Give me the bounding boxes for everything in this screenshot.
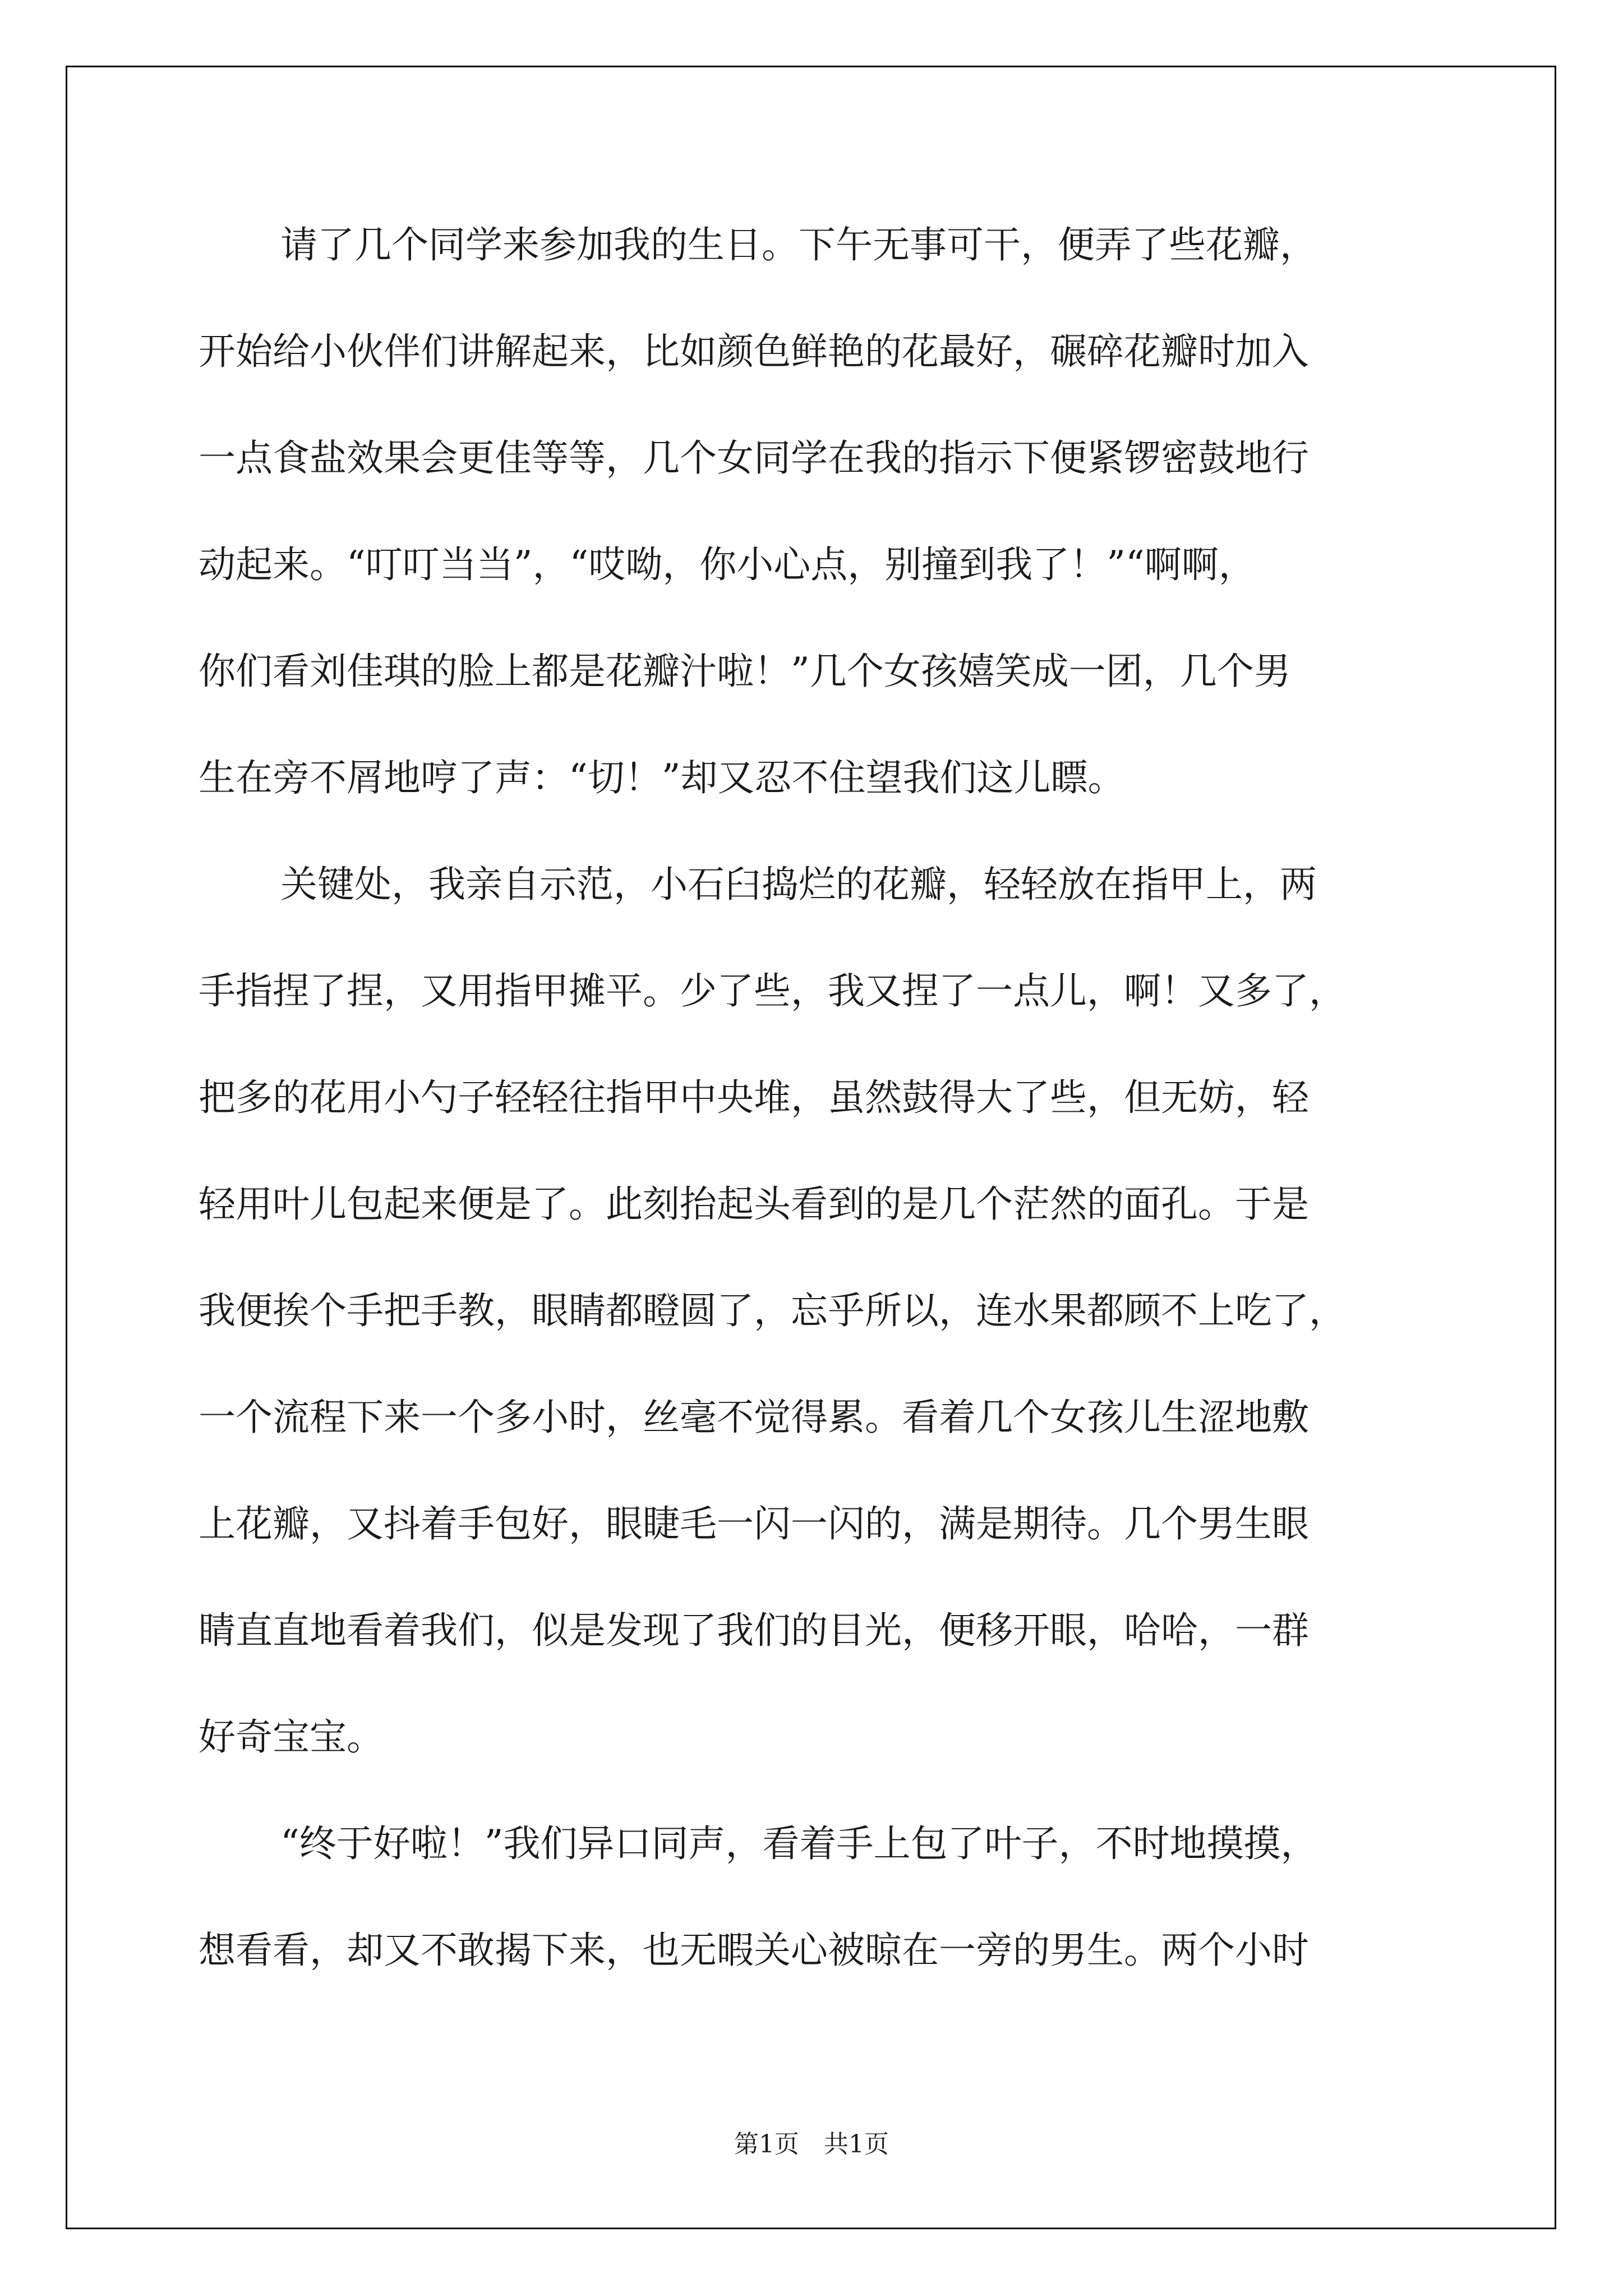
paragraph-1-line-6: 生在旁不屑地哼了声：“切！”却又忍不住望我们这儿瞟。 xyxy=(199,756,1125,799)
document-body xyxy=(199,219,1427,2031)
paragraph-1-line-1: 请了几个同学来参加我的生日。下午无事可干，便弄了些花瓣， xyxy=(280,223,1317,266)
paragraph-2-line-2: 手指捏了捏，又用指甲摊平。少了些，我又捏了一点儿，啊！又多了， xyxy=(199,969,1346,1013)
paragraph-3-line-2: 想看看，却又不敢揭下来，也无暇关心被晾在一旁的男生。两个小时 xyxy=(199,1929,1309,1972)
paragraph-1-line-2: 开始给小伙伴们讲解起来，比如颜色鲜艳的花最好，碾碎花瓣时加入 xyxy=(199,330,1309,373)
paragraph-2-line-4: 轻用叶儿包起来便是了。此刻抬起头看到的是几个茫然的面孔。于是 xyxy=(199,1182,1309,1226)
page-number-total: 共1页 xyxy=(824,2130,889,2159)
paragraph-1-line-3: 一点食盐效果会更佳等等，几个女同学在我的指示下便紧锣密鼓地行 xyxy=(199,436,1309,480)
paragraph-2-line-3: 把多的花用小勺子轻轻往指甲中央堆，虽然鼓得大了些，但无妨，轻 xyxy=(199,1076,1309,1119)
paragraph-1-line-4: 动起来。“叮叮当当”，“哎呦，你小心点，别撞到我了！”“啊啊， xyxy=(199,543,1256,586)
paragraph-2-line-7: 上花瓣，又抖着手包好，眼睫毛一闪一闪的，满是期待。几个男生眼 xyxy=(199,1502,1309,1545)
paragraph-2-line-8: 睛直直地看着我们，似是发现了我们的目光，便移开眼，哈哈，一群 xyxy=(199,1609,1309,1652)
paragraph-2-line-5: 我便挨个手把手教，眼睛都瞪圆了，忘乎所以，连水果都顾不上吃了， xyxy=(199,1289,1346,1332)
paragraph-2-line-6: 一个流程下来一个多小时，丝毫不觉得累。看着几个女孩儿生涩地敷 xyxy=(199,1396,1309,1439)
paragraph-1-line-5: 你们看刘佳琪的脸上都是花瓣汁啦！”几个女孩嬉笑成一团，几个男 xyxy=(199,650,1291,693)
paragraph-2-line-1: 关键处，我亲自示范，小石臼捣烂的花瓣，轻轻放在指甲上，两 xyxy=(280,863,1317,906)
paragraph-3-line-1: “终于好啦！”我们异口同声，看着手上包了叶子，不时地摸摸， xyxy=(280,1822,1318,1865)
page-footer xyxy=(0,2124,1623,2160)
paragraph-2-line-9: 好奇宝宝。 xyxy=(199,1715,384,1759)
page-number-current: 第1页 xyxy=(734,2130,799,2159)
